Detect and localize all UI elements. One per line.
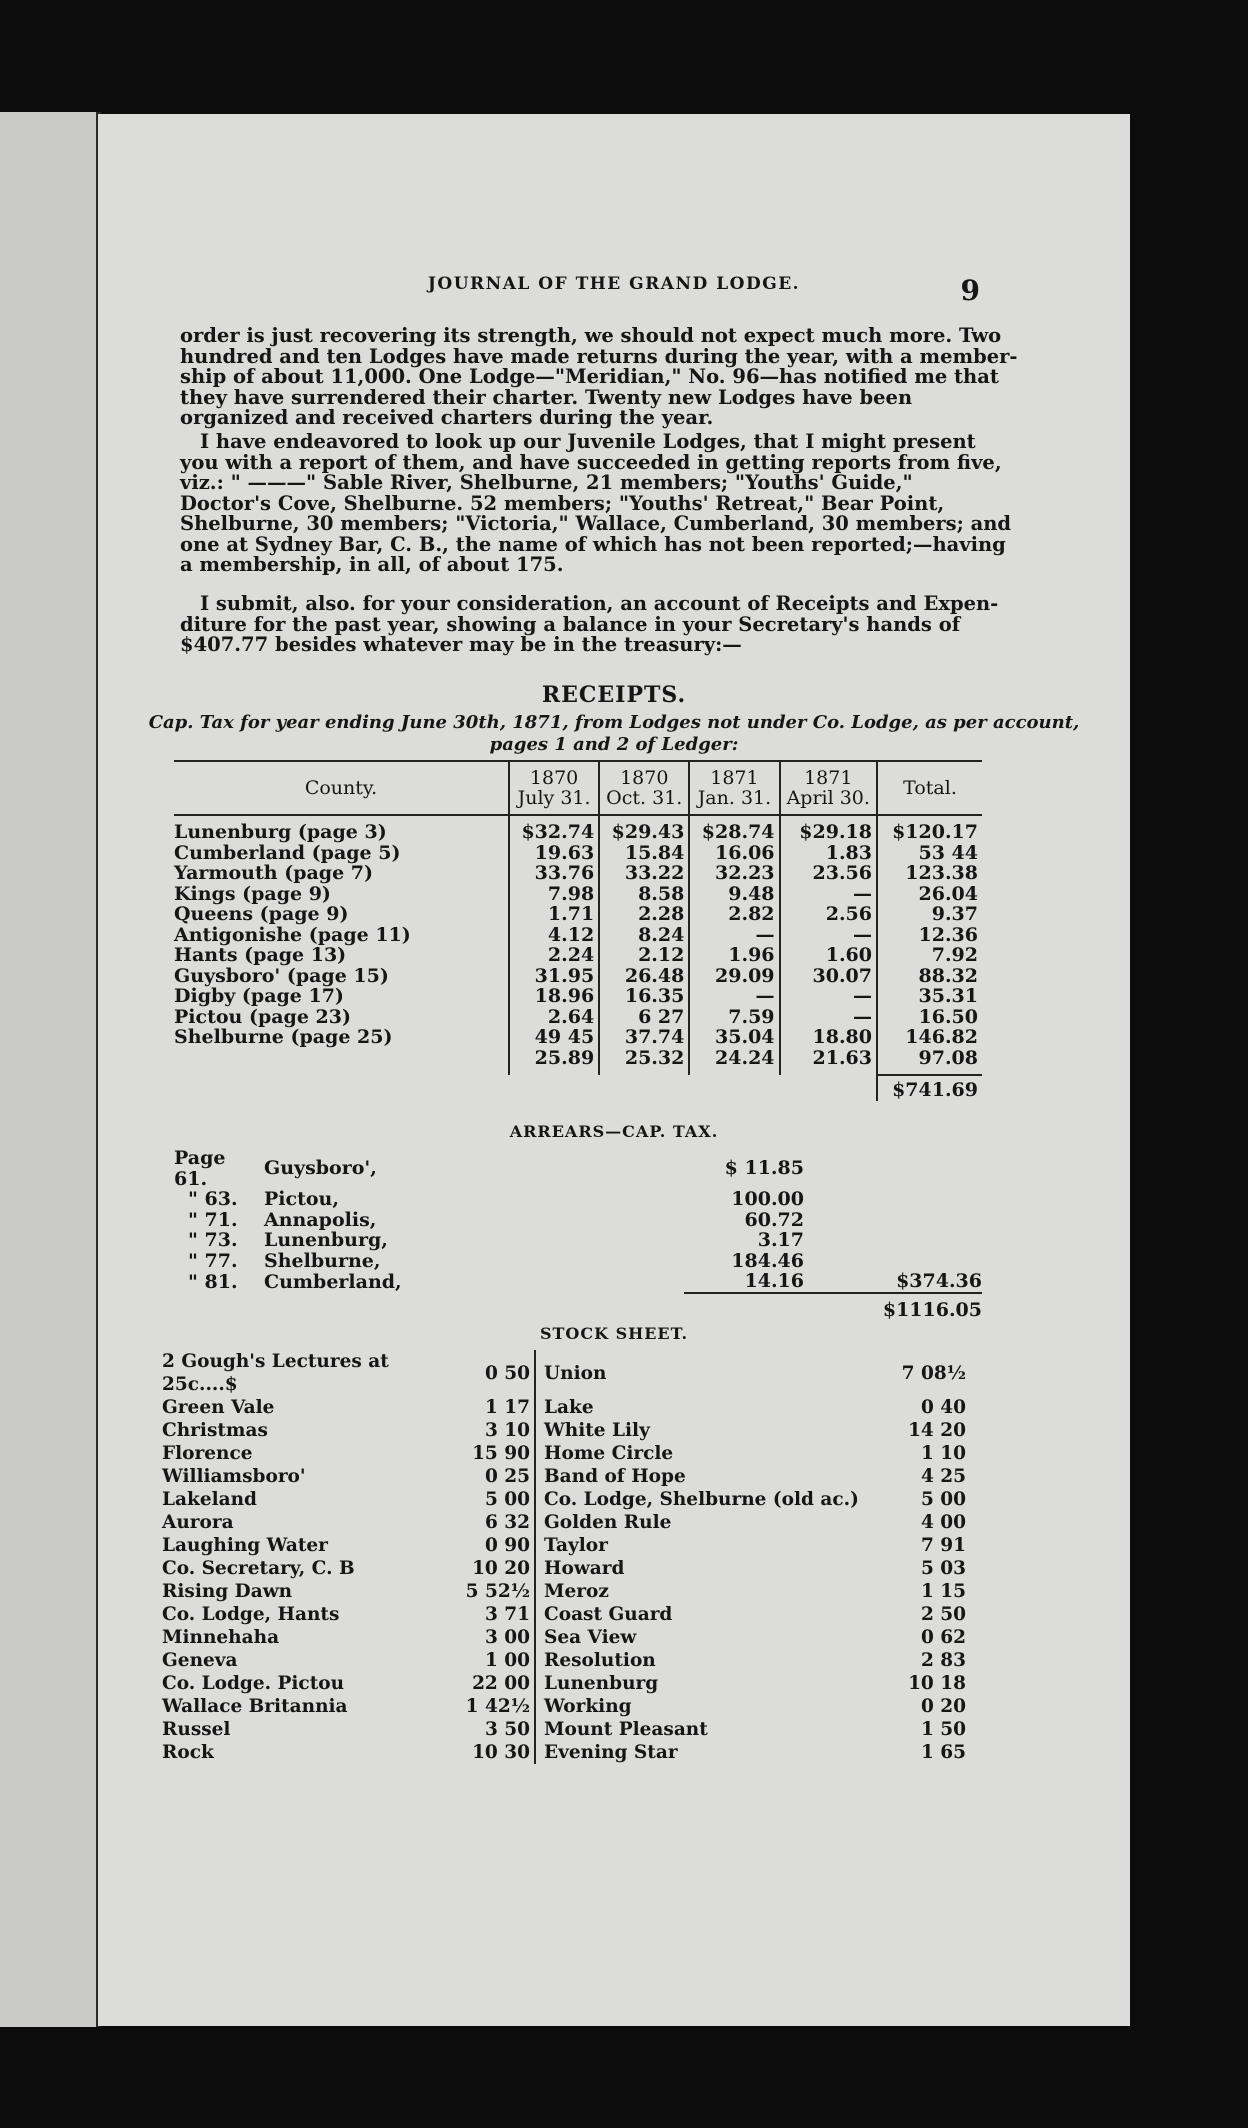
grand-total-row [174, 1075, 982, 1101]
document-page [98, 114, 1130, 2026]
arrears-total-row [174, 1293, 982, 1321]
value-cell: 2.82 [689, 904, 779, 925]
text-line: $407.77 besides whatever may be in the treasury:— [180, 633, 742, 656]
col-year: 1871 [804, 767, 853, 789]
stock-left-amount: 15 90 [456, 1442, 535, 1465]
stock-left-amount: 10 20 [456, 1557, 535, 1580]
text-line: I submit, also. for your consideration, an account of Receipts and Expen- [200, 592, 999, 615]
county-name: Annapolis, [264, 1208, 377, 1231]
total-cell: 12.36 [877, 925, 982, 946]
table-row [174, 966, 982, 987]
stock-left-name: Wallace Britannia [162, 1696, 348, 1717]
county-cell: Lunenburg (page 3) [174, 821, 387, 843]
amount: 184.46 [731, 1249, 804, 1272]
value-cell: 37.74 [599, 1027, 689, 1048]
value-cell: — [689, 986, 779, 1007]
total-cell: 97.08 [877, 1048, 982, 1076]
county-name: Pictou, [264, 1188, 339, 1210]
stock-right-name: Co. Lodge, Shelburne (old ac.) [544, 1489, 859, 1510]
stock-right-amount: 0 62 [920, 1627, 966, 1648]
stock-left-name: Laughing Water [162, 1535, 328, 1556]
table-row [174, 986, 982, 1007]
stock-row [158, 1396, 970, 1419]
county-cell: Antigonishe (page 11) [174, 923, 411, 946]
page-ref: " 77. [188, 1249, 238, 1272]
stock-right-name: White Lily [544, 1420, 650, 1441]
col-jan [689, 761, 779, 815]
value-cell: 16.06 [689, 843, 779, 864]
value-cell: 26.48 [599, 966, 689, 987]
total-cell: 9.37 [877, 904, 982, 925]
receipts-table [174, 760, 982, 1101]
table-row [174, 863, 982, 884]
total-cell: 123.38 [877, 863, 982, 884]
total-cell: 88.32 [877, 966, 982, 987]
value-cell: — [780, 1007, 877, 1028]
page-number: 9 [960, 274, 980, 307]
facing-page-edge [0, 112, 101, 2027]
value-cell: $28.74 [689, 815, 779, 843]
value-cell: 2.12 [599, 945, 689, 966]
stock-right-name: Home Circle [544, 1443, 674, 1464]
value-cell: 1.71 [509, 904, 599, 925]
table-row [174, 884, 982, 905]
page-ref: " 71. [188, 1208, 238, 1231]
value-cell: 1.83 [780, 843, 877, 864]
stock-right-name: Sea View [544, 1627, 637, 1648]
grand-total: $741.69 [877, 1075, 982, 1101]
stock-right-name: Band of Hope [544, 1466, 686, 1487]
col-total: Total. [877, 761, 982, 815]
stock-left-amount: 3 50 [456, 1718, 535, 1741]
stock-right-amount: 4 25 [920, 1466, 966, 1487]
stock-right-name: Evening Star [544, 1742, 678, 1763]
stock-row [158, 1442, 970, 1465]
value-cell: 30.07 [780, 966, 877, 987]
value-cell: — [780, 884, 877, 905]
table-row [174, 925, 982, 946]
stock-left-name: Rising Dawn [162, 1581, 293, 1602]
stock-left-name: 2 Gough's Lectures at 25c....$ [162, 1351, 389, 1395]
page-ref: " 81. [188, 1270, 238, 1293]
col-date: April 30. [786, 787, 870, 809]
stock-right-name: Golden Rule [544, 1512, 672, 1533]
stock-left-name: Florence [162, 1443, 253, 1464]
value-cell: 25.89 [509, 1048, 599, 1076]
stock-row [158, 1534, 970, 1557]
table-row [174, 1027, 982, 1048]
stock-right-amount: 0 20 [920, 1696, 966, 1717]
stock-left-name: Aurora [162, 1512, 234, 1533]
county-cell [174, 1048, 509, 1076]
stock-left-amount: 22 00 [456, 1672, 535, 1695]
text-line: you with a report of them, and have succeeded in getting reports from five, [180, 450, 1002, 474]
stock-left-name: Green Vale [162, 1397, 275, 1418]
stock-right-amount: 14 20 [908, 1420, 966, 1441]
county-cell: Digby (page 17) [174, 985, 344, 1007]
stock-right-name: Working [544, 1696, 632, 1717]
county-cell: Hants (page 13) [174, 944, 347, 966]
stock-row [158, 1626, 970, 1649]
value-cell: — [780, 986, 877, 1007]
total-cell: $120.17 [877, 815, 982, 843]
table-row [174, 904, 982, 925]
value-cell: 18.80 [780, 1027, 877, 1048]
stock-left-name: Rock [162, 1742, 214, 1763]
page-ref: Page 61. [174, 1147, 226, 1190]
stock-right-name: Taylor [544, 1535, 608, 1556]
county-name: Cumberland, [264, 1270, 402, 1293]
text-line: Doctor's Cove, Shelburne. 52 members; "Youths' Retreat," Bear Point, [180, 491, 945, 515]
value-cell: $29.18 [780, 815, 877, 843]
stock-left-amount: 0 50 [456, 1350, 535, 1396]
col-year: 1870 [529, 767, 579, 789]
value-cell: 1.96 [689, 945, 779, 966]
value-cell: 8.58 [599, 884, 689, 905]
value-cell: 35.04 [689, 1027, 779, 1048]
value-cell: 6 27 [599, 1007, 689, 1028]
value-cell: 29.09 [689, 966, 779, 987]
value-cell: 15.84 [599, 843, 689, 864]
stock-right-amount: 1 65 [920, 1742, 966, 1763]
stock-row [158, 1488, 970, 1511]
value-cell: 4.12 [509, 925, 599, 946]
amount: 100.00 [731, 1188, 804, 1210]
stock-row [158, 1649, 970, 1672]
total-cell: 35.31 [877, 986, 982, 1007]
value-cell: $32.74 [509, 815, 599, 843]
stock-row [158, 1557, 970, 1580]
stock-left-amount: 3 00 [456, 1626, 535, 1649]
table-row [174, 1189, 982, 1210]
stock-left-name: Lakeland [162, 1489, 257, 1510]
text-line: hundred and ten Lodges have made returns during the year, with a member- [180, 344, 1018, 368]
stock-left-amount: 0 25 [456, 1465, 535, 1488]
county-cell: Pictou (page 23) [174, 1005, 351, 1028]
stock-right-amount: 5 03 [920, 1558, 966, 1579]
stock-left-amount: 5 52½ [456, 1580, 535, 1603]
stock-right-name: Meroz [544, 1581, 609, 1602]
value-cell: 19.63 [509, 843, 599, 864]
table-row [174, 815, 982, 843]
value-cell: 7.98 [509, 884, 599, 905]
page-ref: " 73. [188, 1229, 238, 1251]
value-cell: 2.24 [509, 945, 599, 966]
stock-right-name: Lunenburg [544, 1673, 659, 1694]
value-cell: — [689, 925, 779, 946]
value-cell: $29.43 [599, 815, 689, 843]
text-line: Shelburne, 30 members; "Victoria," Wallace, Cumberland, 30 members; and [180, 512, 1012, 535]
total-cell: 53 44 [877, 843, 982, 864]
stock-row [158, 1580, 970, 1603]
value-cell: 49 45 [509, 1027, 599, 1048]
stock-row [158, 1419, 970, 1442]
paragraph-membership [180, 324, 1018, 429]
stock-row [158, 1741, 970, 1764]
arrears-table [174, 1148, 982, 1320]
stock-right-name: Lake [544, 1397, 594, 1418]
stock-left-amount: 6 32 [456, 1511, 535, 1534]
stock-row [158, 1672, 970, 1695]
stock-sheet-table [158, 1350, 970, 1764]
table-row [174, 1230, 982, 1251]
stock-right-name: Union [544, 1362, 607, 1384]
text-line: one at Sydney Bar, C. B., the name of which has not been reported;—having [180, 532, 1006, 556]
stock-right-amount: 2 50 [920, 1604, 966, 1625]
table-row [174, 1048, 982, 1076]
stock-right-amount: 4 00 [920, 1512, 966, 1533]
stock-left-name: Russel [162, 1719, 231, 1740]
table-row [174, 945, 982, 966]
table-row [174, 1271, 982, 1293]
table-row [174, 1007, 982, 1028]
stock-left-name: Co. Lodge. Pictou [162, 1673, 345, 1694]
amount: 60.72 [744, 1208, 804, 1231]
value-cell: 2.64 [509, 1007, 599, 1028]
stock-right-amount: 1 15 [920, 1581, 966, 1602]
col-oct [599, 761, 689, 815]
value-cell: 7.59 [689, 1007, 779, 1028]
value-cell: 9.48 [689, 884, 779, 905]
stock-row [158, 1718, 970, 1741]
table-row [174, 843, 982, 864]
value-cell: 1.60 [780, 945, 877, 966]
col-year: 1871 [710, 767, 759, 789]
stock-right-amount: 1 10 [920, 1443, 966, 1464]
county-cell: Shelburne (page 25) [174, 1026, 393, 1048]
stock-row [158, 1465, 970, 1488]
text-line: ship of about 11,000. One Lodge—"Meridian," No. 96—has notified me that [180, 365, 999, 388]
stock-left-amount: 10 30 [456, 1741, 535, 1764]
text-line: order is just recovering its strength, we should not expect much more. Two [180, 324, 1002, 347]
table-row [174, 1251, 982, 1272]
stock-sheet-heading: STOCK SHEET. [539, 1324, 689, 1343]
value-cell: 8.24 [599, 925, 689, 946]
stock-row [158, 1695, 970, 1718]
amount: 3.17 [757, 1229, 804, 1251]
stock-left-name: Co. Lodge, Hants [162, 1604, 340, 1625]
arrears-subtotal: $374.36 [896, 1270, 982, 1292]
running-header: JOURNAL OF THE GRAND LODGE. [427, 274, 801, 294]
col-date: July 31. [517, 787, 591, 809]
text-line: diture for the past year, showing a balance in your Secretary's hands of [180, 612, 961, 636]
total-cell: 26.04 [877, 884, 982, 905]
county-cell: Yarmouth (page 7) [174, 862, 373, 884]
amount: 14.16 [744, 1270, 804, 1292]
text-line: they have surrendered their charter. Twenty new Lodges have been [180, 385, 913, 409]
col-date: Oct. 31. [606, 787, 683, 809]
stock-row [158, 1350, 970, 1396]
total-cell: 16.50 [877, 1007, 982, 1028]
table-row [174, 1210, 982, 1231]
stock-right-name: Howard [544, 1558, 625, 1579]
county-cell: Kings (page 9) [174, 882, 331, 905]
stock-right-amount: 10 18 [908, 1673, 966, 1694]
paragraph-juvenile-lodges [180, 430, 1012, 576]
col-april [780, 761, 877, 815]
stock-right-amount: 1 50 [920, 1719, 966, 1740]
county-cell: Queens (page 9) [174, 903, 349, 925]
stock-left-amount: 3 10 [456, 1419, 535, 1442]
arrears-heading: ARREARS—CAP. TAX. [509, 1122, 719, 1141]
text-line: viz.: " ———" Sable River, Shelburne, 21 members; "Youths' Guide," [180, 471, 913, 494]
stock-left-amount: 1 00 [456, 1649, 535, 1672]
page-ref: " 63. [188, 1188, 238, 1210]
county-name: Lunenburg, [264, 1229, 388, 1251]
value-cell: 32.23 [689, 863, 779, 884]
total-cell: 7.92 [877, 945, 982, 966]
stock-left-amount: 5 00 [456, 1488, 535, 1511]
col-county: County. [174, 761, 509, 815]
stock-left-amount: 1 17 [456, 1396, 535, 1419]
stock-row [158, 1603, 970, 1626]
stock-left-name: Minnehaha [162, 1627, 280, 1648]
receipts-caption: Cap. Tax for year ending June 30th, 1871, from Lodges not under Co. Lodge, as per account, pages 1 and 2 of Ledger: [148, 712, 1080, 755]
stock-right-amount: 0 40 [920, 1397, 966, 1418]
value-cell: 25.32 [599, 1048, 689, 1076]
text-line: a membership, in all, of about 175. [180, 553, 564, 576]
value-cell: — [780, 925, 877, 946]
stock-left-name: Christmas [162, 1420, 268, 1441]
value-cell: 33.22 [599, 863, 689, 884]
stock-left-name: Co. Secretary, C. B [162, 1558, 355, 1579]
text-line: I have endeavored to look up our Juvenile Lodges, that I might present [200, 430, 976, 453]
county-cell: Guysboro' (page 15) [174, 964, 389, 987]
amount: $ 11.85 [724, 1157, 804, 1180]
stock-row [158, 1511, 970, 1534]
col-year: 1870 [620, 767, 669, 789]
value-cell: 31.95 [509, 966, 599, 987]
value-cell: 18.96 [509, 986, 599, 1007]
text-line: organized and received charters during the year. [180, 406, 714, 429]
col-july [509, 761, 599, 815]
total-cell: 146.82 [877, 1027, 982, 1048]
stock-left-amount: 1 42½ [456, 1695, 535, 1718]
stock-left-name: Williamsboro' [162, 1466, 306, 1487]
stock-left-name: Geneva [162, 1650, 238, 1671]
paragraph-submit-account [180, 592, 999, 656]
arrears-grand-total: $1116.05 [804, 1293, 982, 1321]
value-cell: 23.56 [780, 863, 877, 884]
value-cell: 21.63 [780, 1048, 877, 1076]
stock-right-name: Resolution [544, 1650, 656, 1671]
value-cell: 33.76 [509, 863, 599, 884]
county-name: Shelburne, [264, 1249, 381, 1272]
stock-right-name: Coast Guard [544, 1604, 673, 1625]
value-cell: 2.56 [780, 904, 877, 925]
receipts-header-row [174, 761, 982, 815]
stock-left-amount: 0 90 [456, 1534, 535, 1557]
stock-right-amount: 2 83 [920, 1650, 966, 1671]
value-cell: 24.24 [689, 1048, 779, 1076]
col-date: Jan. 31. [697, 787, 772, 809]
value-cell: 2.28 [599, 904, 689, 925]
stock-right-amount: 7 08½ [901, 1362, 966, 1384]
stock-left-amount: 3 71 [456, 1603, 535, 1626]
table-row [174, 1148, 982, 1189]
value-cell: 16.35 [599, 986, 689, 1007]
receipts-heading: RECEIPTS. [541, 682, 687, 708]
stock-right-amount: 5 00 [920, 1489, 966, 1510]
county-cell: Cumberland (page 5) [174, 841, 401, 864]
county-name: Guysboro', [264, 1157, 377, 1180]
stock-right-name: Mount Pleasant [544, 1719, 708, 1740]
stock-right-amount: 7 91 [920, 1535, 966, 1556]
